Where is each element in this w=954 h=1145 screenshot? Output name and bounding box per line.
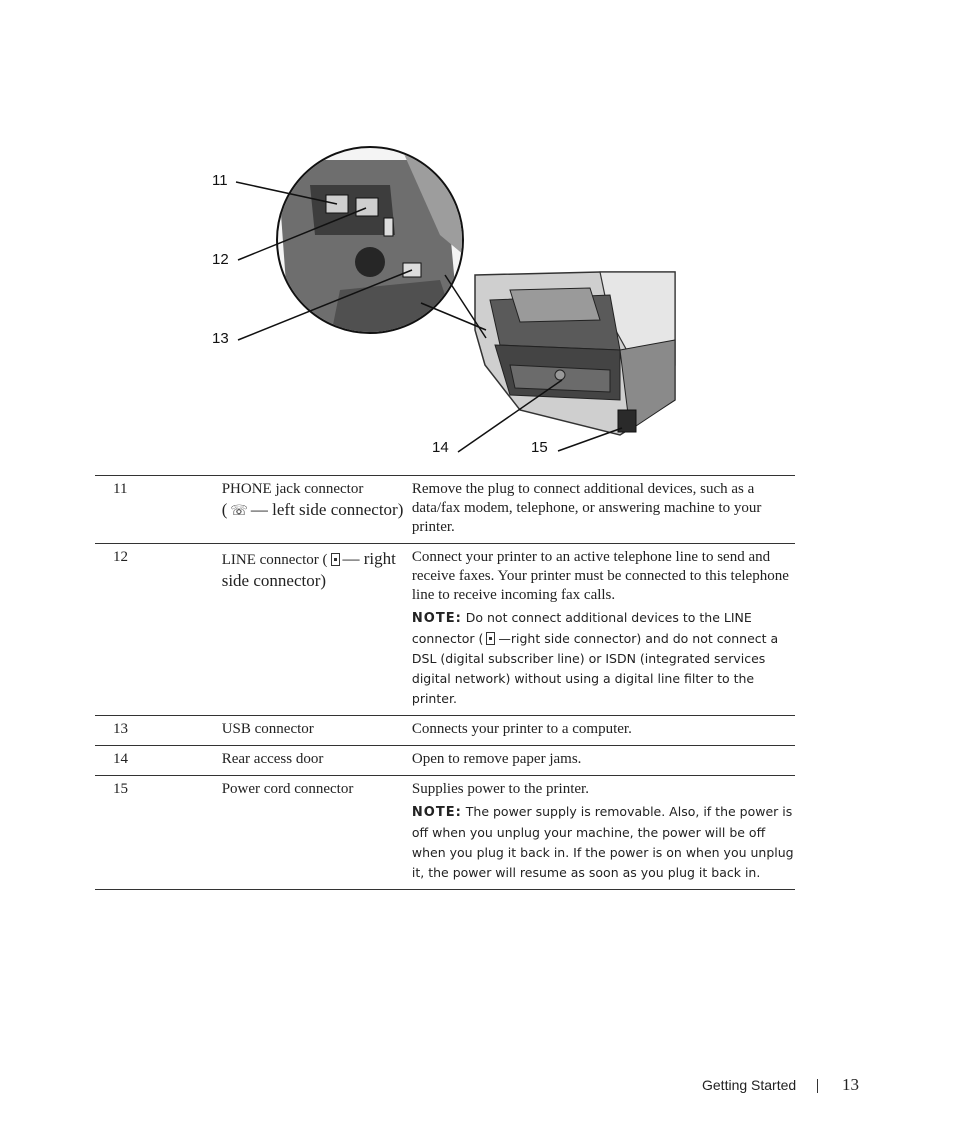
row-number: 12: [113, 549, 128, 565]
note: NOTE: The power supply is removable. Also, if the power is off when you unplug your machine, the power will be off when you plug it back in. If the power is on when you unplug it, the power will resume as soon as you plug it back in.: [411, 804, 794, 880]
printer-rear-drawing: [190, 140, 690, 460]
row-description: Open to remove paper jams.: [411, 751, 582, 767]
connector-table: [95, 475, 795, 890]
table-row: [95, 544, 795, 716]
row-description: Connects your printer to a computer.: [411, 721, 632, 737]
callout-14: 14: [432, 439, 449, 456]
line-icon: [486, 632, 495, 645]
row-description: Remove the plug to connect additional devices, such as a data/fax modem, telephone, or answering machine to your printer.: [411, 481, 762, 535]
row-number: 15: [113, 781, 128, 797]
table-row: [95, 716, 795, 746]
table-row: [95, 476, 795, 544]
table-row: [95, 746, 795, 776]
row-name: Power cord connector: [221, 781, 354, 797]
note: NOTE: Do not connect additional devices to the LINE connector ( —right side connector) and do not connect a DSL (digital subscriber line) or ISDN (integrated services digital network) without using a digital line filter to the printer.: [411, 610, 779, 706]
row-number: 13: [113, 721, 128, 737]
row-number: 14: [113, 751, 128, 767]
row-name: Rear access door: [221, 751, 324, 767]
callout-13: 13: [212, 330, 229, 347]
row-description: Connect your printer to an active telephone line to send and receive faxes. Your printer must be connected to this telephone line to receive incoming fax calls. NOTE: Do not connect additional devices to the LINE connector ( —right side connector) and do not connect a DSL (digital subscriber line) or ISDN (integrated services digital network) without using a digital line filter to the printer.: [412, 544, 795, 716]
footer-separator: [817, 1079, 818, 1093]
page-number: 13: [842, 1075, 859, 1094]
row-name: PHONE jack connector ( ☏ — left side connector): [221, 481, 404, 519]
line-icon: [331, 553, 340, 566]
table-row: [95, 776, 795, 890]
callout-12: 12: [212, 251, 229, 268]
row-name: LINE connector ( — right side connector): [221, 549, 396, 590]
printer-rear-illustration: [190, 140, 690, 460]
callout-15: 15: [531, 439, 548, 456]
row-number: 11: [113, 481, 128, 497]
row-name: USB connector: [221, 721, 314, 737]
row-description: Supplies power to the printer. NOTE: The power supply is removable. Also, if the power is off when you unplug your machine, the power will be off when you plug it back in. If the power is on when you unplug it, the power will resume as soon as you plug it back in.: [412, 776, 795, 890]
footer-section-title: Getting Started: [702, 1077, 797, 1093]
printer-body: [475, 272, 675, 435]
phone-icon: ☏: [230, 504, 248, 519]
callout-11: 11: [212, 172, 228, 189]
